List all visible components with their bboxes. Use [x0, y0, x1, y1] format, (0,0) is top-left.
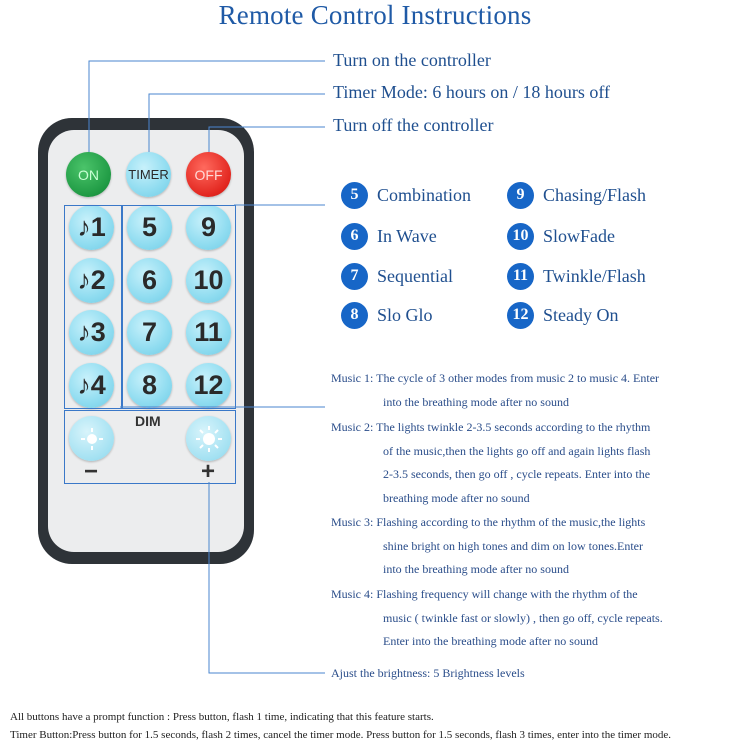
mode-label: SlowFade [543, 225, 615, 246]
music-1-button[interactable]: ♪1 [69, 205, 114, 250]
mode-9-button[interactable]: 9 [186, 205, 231, 250]
music-heading: Music 1: The cycle of 3 other modes from music 2 to music 4. Enter [331, 371, 660, 385]
music-4-description [331, 583, 663, 654]
mode-10-button[interactable]: 10 [186, 258, 231, 303]
dim-label: DIM [135, 413, 161, 429]
mode-item [341, 221, 437, 251]
brightness-note: Ajust the brightness: 5 Brightness levels [331, 666, 525, 680]
mode-number-badge: 12 [507, 302, 534, 329]
music-2-description [331, 416, 650, 510]
callout-off: Turn off the controller [333, 115, 494, 135]
mode-number-badge: 6 [341, 223, 368, 250]
mode-number-badge: 11 [507, 263, 534, 290]
minus-label: − [84, 458, 99, 485]
mode-12-button[interactable]: 12 [186, 363, 231, 408]
mode-item [507, 261, 646, 291]
plus-label: + [201, 458, 216, 485]
music-line: into the breathing mode after no sound [383, 394, 569, 409]
mode-item [507, 300, 619, 330]
mode-7-button[interactable]: 7 [127, 310, 172, 355]
music-line: music ( twinkle fast or slowly) , then go off, cycle repeats. [383, 610, 663, 625]
mode-5-button[interactable]: 5 [127, 205, 172, 250]
mode-label: In Wave [377, 225, 437, 246]
mode-item [507, 221, 615, 251]
mode-8-button[interactable]: 8 [127, 363, 172, 408]
music-1-description [331, 367, 659, 414]
mode-label: Combination [377, 184, 471, 205]
mode-number-badge: 7 [341, 263, 368, 290]
music-4-button[interactable]: ♪4 [69, 363, 114, 408]
mode-item [507, 180, 646, 210]
music-heading: Music 4: Flashing frequency will change with the rhythm of the [331, 587, 638, 601]
page-title: Remote Control Instructions [218, 0, 532, 30]
mode-item [341, 180, 471, 210]
music-line: into the breathing mode after no sound [383, 562, 569, 576]
mode-label: Steady On [543, 304, 619, 325]
on-button[interactable]: ON [66, 152, 111, 197]
mode-label: Sequential [377, 265, 453, 286]
mode-item [341, 261, 453, 291]
music-line: Enter into the breathing mode after no sound [383, 634, 598, 648]
mode-number-badge: 8 [341, 302, 368, 329]
callout-timer: Timer Mode: 6 hours on / 18 hours off [333, 82, 611, 102]
music-2-button[interactable]: ♪2 [69, 258, 114, 303]
music-line: breathing mode after no sound [383, 490, 530, 505]
footer-line-2: Timer Button:Press button for 1.5 seconds, flash 2 times, cancel the timer mode. Press button for 1.5 seconds, flash 3 times, enter into the timer mode. [10, 729, 672, 741]
music-3-description [331, 511, 645, 582]
timer-button[interactable]: TIMER [126, 152, 171, 197]
off-button[interactable]: OFF [186, 152, 231, 197]
mode-6-button[interactable]: 6 [127, 258, 172, 303]
mode-number-badge: 5 [341, 182, 368, 209]
callout-on: Turn on the controller [333, 50, 491, 70]
music-line: of the music,then the lights go off and again lights flash [383, 443, 651, 458]
music-line: 2-3.5 seconds, then go off , cycle repeats. Enter into the [383, 467, 651, 481]
mode-label: Twinkle/Flash [543, 265, 646, 286]
music-heading: Music 2: The lights twinkle 2-3.5 seconds according to the rhythm [331, 420, 651, 434]
music-3-button[interactable]: ♪3 [69, 310, 114, 355]
mode-item [341, 300, 433, 330]
mode-label: Chasing/Flash [543, 184, 647, 205]
music-heading: Music 3: Flashing according to the rhythm of the music,the lights [331, 515, 646, 529]
footer-line-1: All buttons have a prompt function : Press button, flash 1 time, indicating that this feature starts. [10, 711, 434, 723]
mode-label: Slo Glo [377, 304, 433, 325]
music-line: shine bright on high tones and dim on low tones.Enter [383, 538, 643, 553]
mode-number-badge: 10 [507, 223, 534, 250]
mode-11-button[interactable]: 11 [186, 310, 231, 355]
mode-number-badge: 9 [507, 182, 534, 209]
